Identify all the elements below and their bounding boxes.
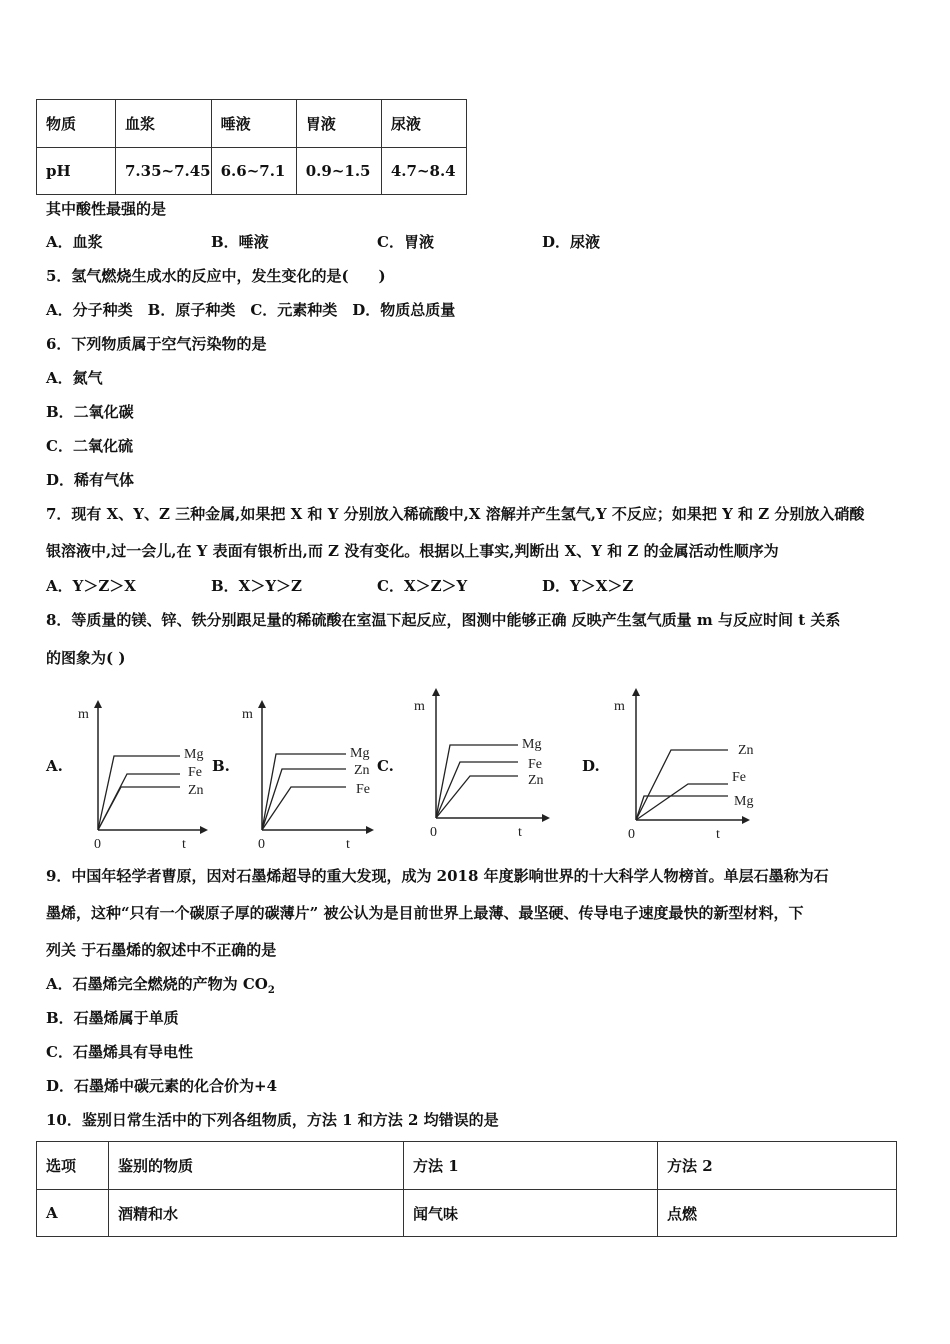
graph-c-origin: 0 bbox=[430, 825, 437, 840]
ph-table-header: 血浆 bbox=[115, 100, 211, 148]
graph-d-line-fe bbox=[636, 784, 728, 820]
graph-d-y-arrow bbox=[632, 688, 640, 696]
q7-option-d[interactable]: D．Y＞X＞Z bbox=[542, 577, 634, 595]
q4-stem: 其中酸性最强的是 bbox=[46, 200, 167, 218]
q4-option-a[interactable]: A．血浆 bbox=[46, 233, 103, 251]
q9-option-a-text: A．石墨烯完全燃烧的产物为 CO bbox=[46, 975, 268, 993]
q4-option-b[interactable]: B．唾液 bbox=[211, 233, 269, 251]
graph-b-label-fe: Fe bbox=[356, 782, 370, 797]
graph-b-x-arrow bbox=[366, 826, 374, 834]
graph-c-x-arrow bbox=[542, 814, 550, 822]
graph-b-line-zn bbox=[262, 769, 346, 830]
graph-a-label-fe: Fe bbox=[188, 765, 202, 780]
graph-a-label-mg: Mg bbox=[184, 747, 204, 762]
q10-table-header: 鉴别的物质 bbox=[109, 1142, 404, 1190]
ph-table-cell: 7.35~7.45 bbox=[115, 148, 211, 195]
q8-stem-line1: 8．等质量的镁、锌、铁分别跟足量的稀硫酸在室温下起反应，图测中能够正确 反映产生氢气质量 m 与反应时间 t 关系 bbox=[46, 611, 841, 629]
q6-option-c[interactable]: C．二氧化硫 bbox=[46, 437, 133, 455]
graph-d-origin: 0 bbox=[628, 827, 635, 840]
graph-a-x-arrow bbox=[200, 826, 208, 834]
graph-a-y-arrow bbox=[94, 700, 102, 708]
q8-stem-line2: 的图象为( ) bbox=[46, 649, 126, 667]
q5-stem: 5．氢气燃烧生成水的反应中，发生变化的是( ) bbox=[46, 267, 386, 285]
graph-c-line-zn bbox=[436, 776, 518, 818]
graph-b-t-label: t bbox=[346, 837, 350, 850]
graph-d-line-mg bbox=[636, 796, 728, 820]
graph-c-t-label: t bbox=[518, 825, 522, 840]
graph-c-line-mg bbox=[436, 745, 518, 818]
ph-table bbox=[36, 99, 467, 195]
q9-stem-line2: 墨烯，这种“只有一个碳原子厚的碳薄片” 被公认为是目前世界上最薄、最坚硬、传导电子速度最快的新型材料，下 bbox=[46, 904, 804, 922]
q10-table-header: 选项 bbox=[37, 1142, 109, 1190]
graph-a-origin: 0 bbox=[94, 837, 101, 850]
q10-table-cell: 闻气味 bbox=[404, 1190, 658, 1237]
q5-options[interactable]: A．分子种类 B．原子种类 C．元素种类 D．物质总质量 bbox=[46, 301, 456, 319]
graph-a-line-mg bbox=[98, 756, 180, 830]
q6-option-b[interactable]: B．二氧化碳 bbox=[46, 403, 134, 421]
ph-table-header: 唾液 bbox=[211, 100, 296, 148]
q4-option-c[interactable]: C．胃液 bbox=[377, 233, 434, 251]
graph-b-label-mg: Mg bbox=[350, 746, 370, 761]
graph-d-t-label: t bbox=[716, 827, 720, 840]
graph-b-origin: 0 bbox=[258, 837, 265, 850]
graph-d-m-label: m bbox=[614, 699, 625, 714]
graph-a-m-label: m bbox=[78, 707, 89, 722]
q9-option-d[interactable]: D．石墨烯中碳元素的化合价为+4 bbox=[46, 1077, 278, 1095]
ph-table-cell: 6.6~7.1 bbox=[211, 148, 296, 195]
graph-c-m-label: m bbox=[414, 699, 425, 714]
q7-option-c[interactable]: C．X＞Z＞Y bbox=[377, 577, 468, 595]
graph-b-m-label: m bbox=[242, 707, 253, 722]
graph-a[interactable] bbox=[72, 698, 212, 850]
graph-d-line-zn bbox=[636, 750, 728, 820]
graph-c-line-fe bbox=[436, 762, 518, 818]
ph-table-cell: 0.9~1.5 bbox=[296, 148, 381, 195]
graph-d-x-arrow bbox=[742, 816, 750, 824]
graph-d-label-mg: Mg bbox=[734, 794, 754, 809]
q7-option-b[interactable]: B．X＞Y＞Z bbox=[211, 577, 302, 595]
q7-stem-line1: 7．现有 X、Y、Z 三种金属,如果把 X 和 Y 分别放入稀硫酸中,X 溶解并产生氢气,Y 不反应；如果把 Y 和 Z 分别放入硝酸 bbox=[46, 505, 865, 523]
q10-table-cell: A bbox=[37, 1190, 109, 1237]
graph-c-label-mg: Mg bbox=[522, 737, 542, 752]
graph-d-label-fe: Fe bbox=[732, 770, 746, 785]
graph-d[interactable] bbox=[608, 688, 768, 840]
graph-c-letter[interactable]: C. bbox=[377, 757, 394, 775]
graph-c[interactable] bbox=[408, 688, 558, 840]
graph-c-label-fe: Fe bbox=[528, 757, 542, 772]
ph-table-cell: pH bbox=[37, 148, 116, 195]
graph-b-letter[interactable]: B. bbox=[212, 757, 230, 775]
graph-b[interactable] bbox=[236, 698, 381, 850]
graph-a-line-fe bbox=[98, 774, 180, 830]
ph-table-header: 物质 bbox=[37, 100, 116, 148]
q6-option-d[interactable]: D．稀有气体 bbox=[46, 471, 135, 489]
q10-table-header: 方法 2 bbox=[658, 1142, 897, 1190]
ph-table-header: 胃液 bbox=[296, 100, 381, 148]
graph-d-letter[interactable]: D. bbox=[582, 757, 600, 775]
q10-table-header: 方法 1 bbox=[404, 1142, 658, 1190]
graph-a-letter[interactable]: A. bbox=[46, 757, 63, 775]
ph-table-header: 尿液 bbox=[381, 100, 466, 148]
q4-option-d[interactable]: D．尿液 bbox=[542, 233, 601, 251]
q10-stem: 10．鉴别日常生活中的下列各组物质，方法 1 和方法 2 均错误的是 bbox=[46, 1111, 499, 1129]
graph-a-label-zn: Zn bbox=[188, 783, 204, 798]
graph-c-label-zn: Zn bbox=[528, 773, 544, 788]
q9-option-c[interactable]: C．石墨烯具有导电性 bbox=[46, 1043, 193, 1061]
graph-c-y-arrow bbox=[432, 688, 440, 696]
q9-stem-line3: 列关 于石墨烯的叙述中不正确的是 bbox=[46, 941, 277, 959]
graph-a-line-zn bbox=[98, 787, 180, 830]
q6-stem: 6．下列物质属于空气污染物的是 bbox=[46, 335, 267, 353]
graph-b-label-zn: Zn bbox=[354, 763, 370, 778]
q10-table bbox=[36, 1141, 897, 1237]
q7-stem-line2: 银溶液中,过一会儿,在 Y 表面有银析出,而 Z 没有变化。根据以上事实,判断出 X、Y 和 Z 的金属活动性顺序为 bbox=[46, 542, 779, 560]
q10-table-cell: 酒精和水 bbox=[109, 1190, 404, 1237]
q9-stem-line1: 9．中国年轻学者曹原，因对石墨烯超导的重大发现，成为 2018 年度影响世界的十大科学人物榜首。单层石墨称为石 bbox=[46, 867, 829, 885]
graph-a-t-label: t bbox=[182, 837, 186, 850]
q9-option-a[interactable] bbox=[46, 974, 275, 1001]
graph-b-y-arrow bbox=[258, 700, 266, 708]
q7-option-a[interactable]: A．Y＞Z＞X bbox=[46, 577, 136, 595]
q9-option-b[interactable]: B．石墨烯属于单质 bbox=[46, 1009, 179, 1027]
q10-table-cell: 点燃 bbox=[658, 1190, 897, 1237]
q9-option-a-subscript: 2 bbox=[267, 985, 275, 996]
q6-option-a[interactable]: A．氮气 bbox=[46, 369, 103, 387]
ph-table-cell: 4.7~8.4 bbox=[381, 148, 466, 195]
graph-d-label-zn: Zn bbox=[738, 743, 754, 758]
